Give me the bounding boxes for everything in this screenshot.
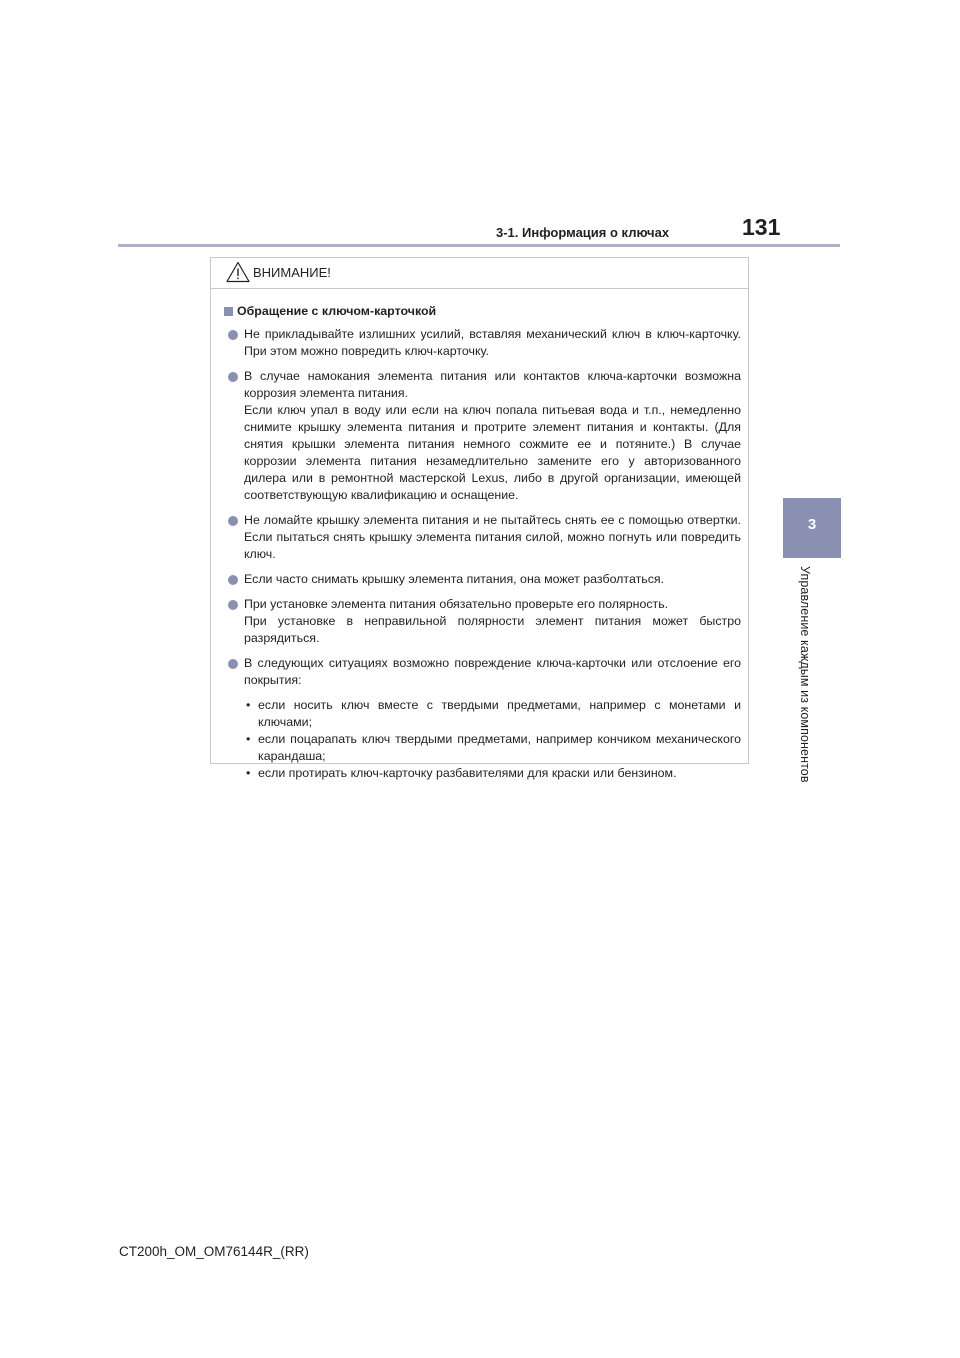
circle-bullet-icon — [228, 659, 238, 669]
chapter-tab — [783, 498, 841, 558]
caution-box — [210, 257, 749, 780]
chapter-number: 3 — [807, 516, 817, 533]
circle-bullet-icon — [228, 575, 238, 585]
caution-item-text: При установке в неправильной полярности элемент питания может быстро разрядиться. — [244, 614, 741, 645]
circle-bullet-icon — [228, 330, 238, 340]
caution-item — [224, 512, 741, 563]
document-code: CT200h_OM_OM76144R_(RR) — [119, 1244, 309, 1259]
page-number: 131 — [742, 214, 781, 240]
caution-item-text: Если часто снимать крышку элемента питания, она может разболтаться. — [244, 572, 665, 586]
caution-item-text: Если ключ упал в воду или если на ключ попала питьевая вода и т.п., немедленно снимите крышку элемента питания и протрите элемент питания и контакты. (Для снятия крышки элемента питания немного сожмите ее и потяните.) В случае коррозии элемента питания незамедлительно замените его у авторизованного дилера или в ремонтной мастерской Lexus, либо в другой организации, имеющей соответствующую квалификацию и оснащение. — [244, 403, 741, 502]
section-title: 3-1. Информация о ключах — [496, 225, 670, 240]
caution-item-text: При установке элемента питания обязательно проверьте его полярность. — [244, 597, 669, 611]
caution-subitem: • если поцарапать ключ твердыми предметами, например кончиком механического карандаша; — [244, 731, 741, 765]
circle-bullet-icon — [228, 600, 238, 610]
caution-item — [224, 655, 741, 782]
subheading-text: Обращение с ключом-карточкой — [237, 304, 437, 318]
warning-triangle-icon — [226, 261, 250, 283]
caution-sublist — [244, 697, 741, 782]
caution-list — [224, 326, 741, 782]
caution-title: ВНИМАНИЕ! — [253, 265, 331, 280]
caution-subitem: • если носить ключ вместе с твердыми предметами, например с монетами и ключами; — [244, 697, 741, 731]
circle-bullet-icon — [228, 516, 238, 526]
caution-item — [224, 596, 741, 647]
caution-item-text: В случае намокания элемента питания или контактов ключа-карточки возможна коррозия элемента питания. — [244, 369, 741, 400]
caution-item — [224, 326, 741, 360]
caution-item — [224, 571, 741, 588]
caution-body — [211, 289, 748, 782]
caution-item — [224, 368, 741, 504]
caution-header — [211, 258, 748, 289]
chapter-title: Управление каждым из компонентов — [798, 566, 812, 783]
caution-item-text: Не ломайте крышку элемента питания и не пытайтесь снять ее с помощью отвертки. Если пытаться снять крышку элемента питания силой, можно погнуть или повредить ключ. — [244, 513, 741, 561]
header-divider — [118, 244, 840, 247]
circle-bullet-icon — [228, 372, 238, 382]
square-bullet-icon — [224, 307, 233, 316]
caution-item-text: В следующих ситуациях возможно повреждение ключа-карточки или отслоение его покрытия: — [244, 656, 741, 687]
caution-subheading — [224, 303, 741, 320]
caution-subitem: • если протирать ключ-карточку разбавителями для краски или бензином. — [244, 765, 741, 782]
caution-item-text: Не прикладывайте излишних усилий, вставляя механический ключ в ключ-карточку. При этом можно повредить ключ-карточку. — [244, 327, 741, 358]
